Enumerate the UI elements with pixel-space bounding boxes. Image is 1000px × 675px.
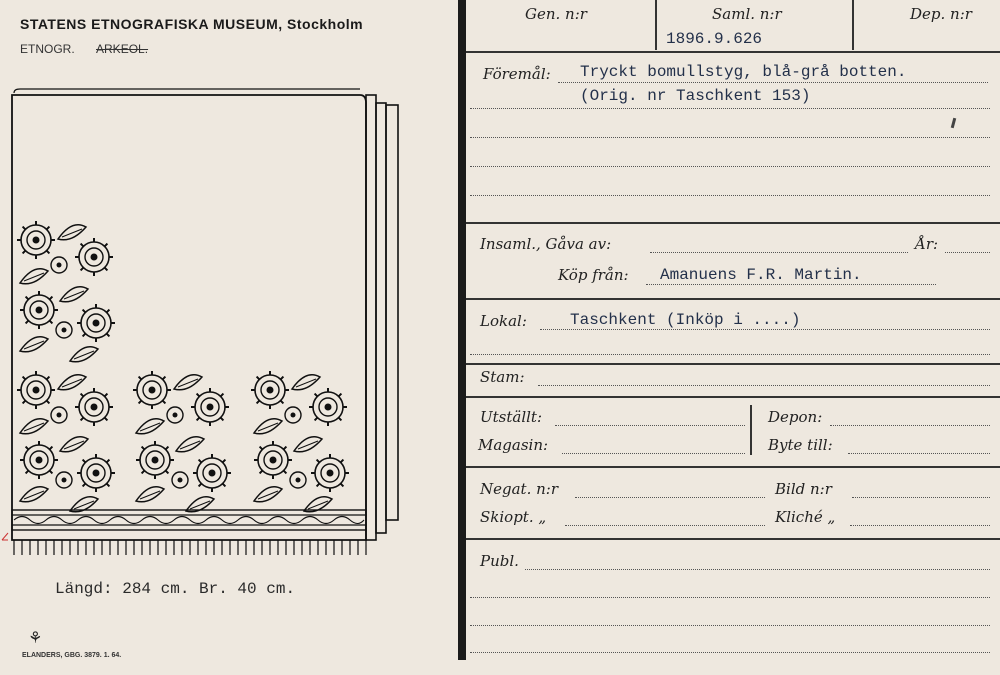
pen-mark bbox=[951, 118, 956, 128]
kop-value: Amanuens F.R. Martin. bbox=[660, 266, 862, 284]
magasin-label: Magasin: bbox=[478, 436, 549, 454]
dotted-line bbox=[852, 497, 990, 498]
dotted-line bbox=[470, 354, 990, 355]
museum-header: STATENS ETNOGRAFISKA MUSEUM, Stockholm bbox=[20, 16, 364, 32]
utstallt-label: Utställt: bbox=[480, 408, 543, 426]
insaml-label: Insaml., Gåva av: bbox=[480, 235, 612, 253]
dotted-line bbox=[470, 108, 990, 109]
dotted-line bbox=[646, 284, 936, 285]
printer-logo-icon: ⚘ bbox=[28, 628, 43, 647]
col-separator bbox=[655, 0, 657, 50]
negat-label: Negat. n:r bbox=[480, 480, 558, 498]
department-line bbox=[20, 42, 148, 56]
dotted-line bbox=[558, 82, 988, 83]
dotted-line bbox=[538, 385, 990, 386]
lokal-value: Taschkent (Inköp i ....) bbox=[570, 311, 801, 329]
dotted-line bbox=[575, 497, 765, 498]
row-rule bbox=[466, 51, 1000, 53]
lokal-label: Lokal: bbox=[480, 312, 527, 330]
col-separator bbox=[852, 0, 854, 50]
row-rule bbox=[466, 222, 1000, 224]
dotted-line bbox=[470, 137, 990, 138]
dotted-line bbox=[470, 625, 990, 626]
dotted-line bbox=[470, 195, 990, 196]
printer-imprint: ELANDERS, GBG. 3879. 1. 64. bbox=[22, 652, 122, 659]
skiopt-label: Skiopt. „ bbox=[480, 508, 547, 526]
dotted-line bbox=[850, 525, 990, 526]
measurements: Längd: 284 cm. Br. 40 cm. bbox=[55, 580, 296, 598]
foremal-line-2: (Orig. nr Taschkent 153) bbox=[580, 87, 811, 105]
row-rule bbox=[466, 466, 1000, 468]
row-rule bbox=[466, 363, 1000, 365]
card-divider bbox=[458, 0, 466, 660]
dotted-line bbox=[830, 425, 990, 426]
dotted-line bbox=[540, 329, 990, 330]
row-rule bbox=[466, 538, 1000, 540]
ar-label: År: bbox=[915, 235, 939, 253]
kop-label: Köp från: bbox=[558, 266, 629, 284]
saml-nr-label: Saml. n:r bbox=[712, 5, 782, 23]
row-rule bbox=[466, 396, 1000, 398]
dept-arkeol-struck: ARKEOL. bbox=[96, 42, 149, 56]
byte-label: Byte till: bbox=[768, 436, 833, 454]
dotted-line bbox=[945, 252, 990, 253]
dotted-line bbox=[650, 252, 908, 253]
depon-label: Depon: bbox=[768, 408, 823, 426]
textile-illustration bbox=[0, 85, 420, 565]
dotted-line bbox=[848, 453, 990, 454]
stam-label: Stam: bbox=[480, 368, 525, 386]
dep-nr-label: Dep. n:r bbox=[910, 5, 972, 23]
dotted-line bbox=[470, 597, 990, 598]
foremal-label: Föremål: bbox=[483, 65, 551, 83]
col-separator bbox=[750, 405, 752, 455]
dotted-line bbox=[470, 166, 990, 167]
saml-nr-value: 1896.9.626 bbox=[666, 30, 763, 48]
dotted-line bbox=[525, 569, 990, 570]
dotted-line bbox=[555, 425, 745, 426]
dept-etnogr: ETNOGR. bbox=[20, 42, 75, 56]
dotted-line bbox=[562, 453, 745, 454]
dotted-line bbox=[565, 525, 765, 526]
bild-label: Bild n:r bbox=[775, 480, 832, 498]
dotted-line bbox=[470, 652, 990, 653]
kliche-label: Kliché „ bbox=[775, 508, 836, 526]
publ-label: Publ. bbox=[480, 552, 519, 570]
foremal-line-1: Tryckt bomullstyg, blå-grå botten. bbox=[580, 63, 907, 81]
row-rule bbox=[466, 298, 1000, 300]
gen-nr-label: Gen. n:r bbox=[525, 5, 587, 23]
